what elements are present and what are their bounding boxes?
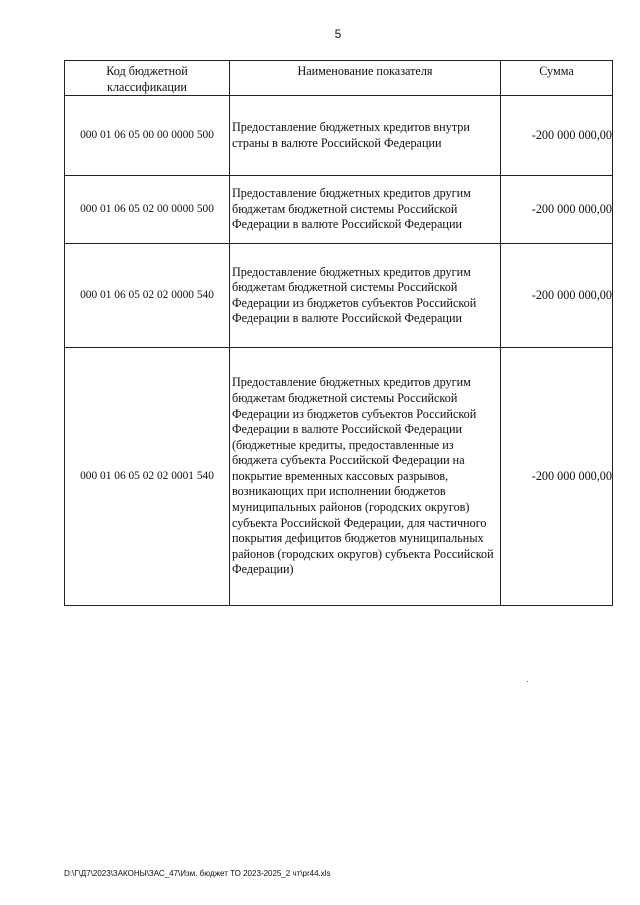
row-sum: -200 000 000,00: [501, 348, 613, 606]
row-sum: -200 000 000,00: [501, 96, 613, 176]
budget-table: [64, 60, 613, 606]
scan-speck: [527, 681, 528, 682]
header-name: Наименование показателя: [230, 61, 501, 96]
table-row: [65, 244, 613, 348]
row-sum: -200 000 000,00: [501, 244, 613, 348]
header-code: Код бюджетной классификации: [65, 61, 230, 96]
row-code: 000 01 06 05 00 00 0000 500: [65, 96, 230, 176]
row-sum: -200 000 000,00: [501, 176, 613, 244]
row-code: 000 01 06 05 02 00 0000 500: [65, 176, 230, 244]
row-name: Предоставление бюджетных кредитов другим бюджетам бюджетной системы Российской Федерации из бюджетов субъектов Российской Федерации в валюте Российской Федерации: [230, 244, 501, 348]
table-row: [65, 348, 613, 606]
row-code: 000 01 06 05 02 02 0001 540: [65, 348, 230, 606]
footer-file-path: D:\Г\Д7\2023\ЗАКОНЫ\ЗАС_47\Изм. бюджет ТО 2023-2025_2 чт\pr44.xls: [64, 869, 331, 878]
row-name: Предоставление бюджетных кредитов внутри страны в валюте Российской Федерации: [230, 96, 501, 176]
header-sum: Сумма: [501, 61, 613, 96]
page-number: 5: [334, 27, 342, 41]
row-name: Предоставление бюджетных кредитов другим бюджетам бюджетной системы Российской Федерации в валюте Российской Федерации: [230, 176, 501, 244]
table-header-row: [65, 61, 613, 96]
table-row: [65, 176, 613, 244]
row-code: 000 01 06 05 02 02 0000 540: [65, 244, 230, 348]
table-row: [65, 96, 613, 176]
row-name: Предоставление бюджетных кредитов другим бюджетам бюджетной системы Российской Федерации из бюджетов субъектов Российской Федерации в валюте Российской Федерации (бюджетные кредиты, предоставленные из бюджета субъекта Российской Федерации на покрытие временных кассовых разрывов, возникающих при исполнении бюджетов муниципальных районов (городских округов) субъекта Российской Федерации, для частичного покрытия дефицитов бюджетов муниципальных районов (городских округов) субъекта Российской Федерации): [230, 348, 501, 606]
